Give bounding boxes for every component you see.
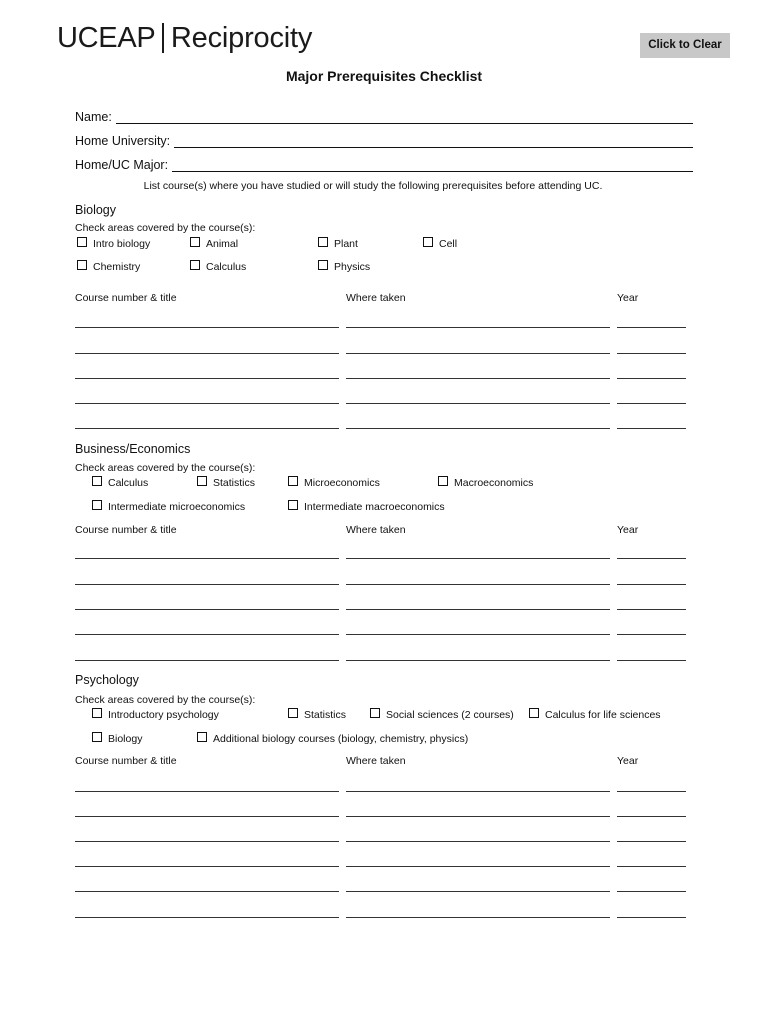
business-option-intermediate-macro[interactable]: Intermediate macroeconomics [288, 501, 445, 513]
checkbox[interactable] [92, 476, 102, 486]
biology-course-line-3[interactable] [75, 378, 339, 379]
psychology-option-calculus-life-sciences[interactable]: Calculus for life sciences [529, 709, 661, 721]
biology-where-header: Where taken [346, 292, 406, 304]
business-year-header: Year [617, 524, 639, 536]
business-course-line-2[interactable] [75, 584, 339, 585]
business-check-intro: Check areas covered by the course(s): [75, 462, 256, 474]
psychology-year-line-4[interactable] [617, 866, 686, 867]
business-course-header: Course number & title [75, 524, 177, 536]
instructions-text: List course(s) where you have studied or will study the following prerequisites before attending UC. [143, 180, 603, 192]
psychology-year-header: Year [617, 755, 639, 767]
biology-option-chemistry[interactable]: Chemistry [77, 261, 140, 273]
checkbox[interactable] [288, 708, 298, 718]
biology-year-header: Year [617, 292, 639, 304]
business-option-intermediate-micro[interactable]: Intermediate microeconomics [92, 501, 245, 513]
biology-option-plant[interactable]: Plant [318, 238, 358, 250]
biology-course-header: Course number & title [75, 292, 177, 304]
psychology-course-line-5[interactable] [75, 891, 339, 892]
home-university-label: Home University: [75, 134, 171, 148]
home-major-input[interactable] [172, 157, 693, 172]
checkbox[interactable] [529, 708, 539, 718]
checkbox[interactable] [318, 237, 328, 247]
business-where-header: Where taken [346, 524, 406, 536]
psychology-where-line-3[interactable] [346, 841, 610, 842]
psychology-course-line-4[interactable] [75, 866, 339, 867]
checkbox[interactable] [438, 476, 448, 486]
checkbox[interactable] [92, 708, 102, 718]
logo-uceap-text: UCEAP [57, 21, 156, 54]
biology-option-physics[interactable]: Physics [318, 261, 370, 273]
business-where-line-4[interactable] [346, 634, 610, 635]
business-where-line-5[interactable] [346, 660, 610, 661]
business-year-line-3[interactable] [617, 609, 686, 610]
business-option-calculus[interactable]: Calculus [92, 477, 148, 489]
biology-course-line-5[interactable] [75, 428, 339, 429]
biology-course-line-2[interactable] [75, 353, 339, 354]
checkbox[interactable] [288, 476, 298, 486]
logo-divider [162, 23, 164, 53]
psychology-year-line-3[interactable] [617, 841, 686, 842]
click-to-clear-button[interactable]: Click to Clear [640, 33, 730, 58]
psychology-where-line-4[interactable] [346, 866, 610, 867]
biology-where-line-1[interactable] [346, 327, 610, 328]
checkbox[interactable] [92, 732, 102, 742]
psychology-option-intro-psychology[interactable]: Introductory psychology [92, 709, 219, 721]
page-title: Major Prerequisites Checklist [285, 68, 483, 84]
business-year-line-1[interactable] [617, 558, 686, 559]
biology-option-animal[interactable]: Animal [190, 238, 238, 250]
psychology-check-intro: Check areas covered by the course(s): [75, 694, 256, 706]
psychology-year-line-1[interactable] [617, 791, 686, 792]
psychology-where-line-5[interactable] [346, 891, 610, 892]
home-university-field-row [75, 130, 693, 148]
checkbox[interactable] [92, 500, 102, 510]
psychology-course-line-3[interactable] [75, 841, 339, 842]
biology-where-line-2[interactable] [346, 353, 610, 354]
business-option-statistics[interactable]: Statistics [197, 477, 255, 489]
biology-where-line-4[interactable] [346, 403, 610, 404]
business-where-line-1[interactable] [346, 558, 610, 559]
checkbox[interactable] [318, 260, 328, 270]
psychology-course-line-6[interactable] [75, 917, 339, 918]
biology-year-line-3[interactable] [617, 378, 686, 379]
name-input[interactable] [116, 109, 693, 124]
psychology-year-line-2[interactable] [617, 816, 686, 817]
checkbox[interactable] [77, 260, 87, 270]
name-label: Name: [75, 110, 112, 124]
business-course-line-5[interactable] [75, 660, 339, 661]
uceap-logo [57, 18, 312, 58]
psychology-option-biology[interactable]: Biology [92, 733, 142, 745]
psychology-where-line-2[interactable] [346, 816, 610, 817]
psychology-course-header: Course number & title [75, 755, 177, 767]
psychology-option-additional-biology[interactable]: Additional biology courses (biology, chemistry, physics) [197, 733, 468, 745]
biology-year-line-2[interactable] [617, 353, 686, 354]
business-option-macroeconomics[interactable]: Macroeconomics [438, 477, 533, 489]
biology-year-line-5[interactable] [617, 428, 686, 429]
home-major-label: Home/UC Major: [75, 158, 169, 172]
name-field-row [75, 106, 693, 124]
business-course-line-1[interactable] [75, 558, 339, 559]
psychology-course-line-2[interactable] [75, 816, 339, 817]
business-course-line-3[interactable] [75, 609, 339, 610]
checkbox[interactable] [77, 237, 87, 247]
logo-reciprocity-text: Reciprocity [170, 21, 313, 54]
biology-option-cell[interactable]: Cell [423, 238, 457, 250]
biology-year-line-1[interactable] [617, 327, 686, 328]
psychology-where-header: Where taken [346, 755, 406, 767]
biology-check-intro: Check areas covered by the course(s): [75, 222, 256, 234]
business-year-line-5[interactable] [617, 660, 686, 661]
business-section-title: Business/Economics [75, 442, 191, 456]
business-option-microeconomics[interactable]: Microeconomics [288, 477, 380, 489]
biology-section-title: Biology [75, 203, 116, 217]
biology-course-line-1[interactable] [75, 327, 339, 328]
biology-option-calculus[interactable]: Calculus [190, 261, 246, 273]
psychology-year-line-5[interactable] [617, 891, 686, 892]
psychology-where-line-6[interactable] [346, 917, 610, 918]
psychology-year-line-6[interactable] [617, 917, 686, 918]
psychology-option-social-sciences[interactable]: Social sciences (2 courses) [370, 709, 514, 721]
psychology-option-statistics[interactable]: Statistics [288, 709, 346, 721]
psychology-where-line-1[interactable] [346, 791, 610, 792]
business-course-line-4[interactable] [75, 634, 339, 635]
home-major-field-row [75, 154, 693, 172]
checkbox[interactable] [288, 500, 298, 510]
business-year-line-2[interactable] [617, 584, 686, 585]
biology-option-intro-biology[interactable]: Intro biology [77, 238, 150, 250]
psychology-section-title: Psychology [75, 673, 139, 687]
psychology-course-line-1[interactable] [75, 791, 339, 792]
business-where-line-2[interactable] [346, 584, 610, 585]
home-university-input[interactable] [174, 133, 693, 148]
biology-where-line-5[interactable] [346, 428, 610, 429]
checkbox[interactable] [190, 260, 200, 270]
checkbox[interactable] [370, 708, 380, 718]
biology-where-line-3[interactable] [346, 378, 610, 379]
checkbox[interactable] [423, 237, 433, 247]
business-year-line-4[interactable] [617, 634, 686, 635]
checkbox[interactable] [197, 732, 207, 742]
checkbox[interactable] [197, 476, 207, 486]
biology-course-line-4[interactable] [75, 403, 339, 404]
checkbox[interactable] [190, 237, 200, 247]
business-where-line-3[interactable] [346, 609, 610, 610]
biology-year-line-4[interactable] [617, 403, 686, 404]
